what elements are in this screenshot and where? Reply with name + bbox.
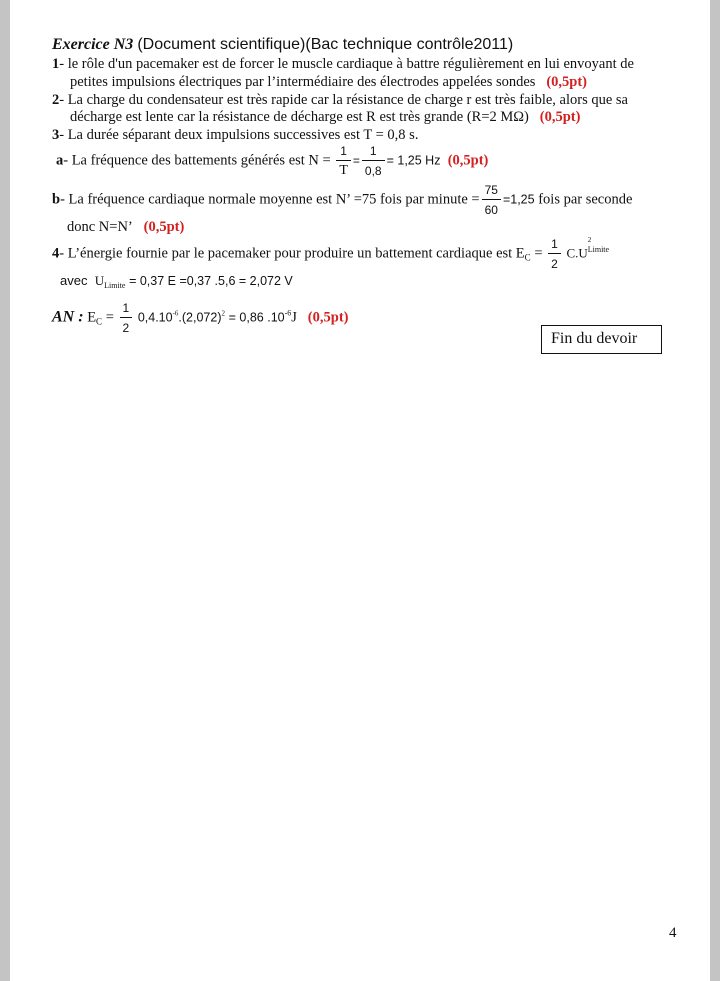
item3a-points: (0,5pt) <box>447 152 489 169</box>
exercise-heading <box>52 36 513 54</box>
frac-num: 1 <box>362 144 385 161</box>
fraction-1-over-2 <box>120 301 133 335</box>
frac-num: 1 <box>336 144 351 161</box>
energy-unit: J <box>291 309 297 326</box>
frac-den: 60 <box>484 203 498 217</box>
item3b-label: b <box>52 191 61 208</box>
item4-text: - L’énergie fournie par le pacemaker pour produire un battement cardiaque est E <box>59 245 525 262</box>
u-limit-expression: = 0,37 E =0,37 .5,6 = 2,072 V <box>129 274 293 288</box>
avec-label: avec <box>60 273 88 288</box>
frac-den: T <box>339 163 348 178</box>
exercise-subtitle: (Document scientifique)(Bac technique contrôle2011) <box>137 36 514 53</box>
equals-sign: = <box>534 245 543 262</box>
item1-line2 <box>70 73 587 91</box>
item3-line <box>52 126 418 144</box>
item3-number: 3 <box>52 127 60 143</box>
fraction-1-over-0-8 <box>362 144 385 178</box>
item1-text1: - le rôle d'un pacemaker est de forcer le muscle cardiaque à battre régulièrement en lui envoyant de <box>59 56 634 72</box>
item2-number: 2 <box>52 92 60 108</box>
exponent-2: 2 <box>221 309 226 318</box>
item3a-line <box>56 144 488 178</box>
frac-num: 1 <box>120 301 133 318</box>
equals-sign: = <box>352 153 360 168</box>
u-symbol: U <box>94 273 105 288</box>
avec-line <box>60 272 293 295</box>
item1-text2: petites impulsions électriques par l’intermédiaire des électrodes appelées sondes <box>70 74 536 90</box>
cu-term: C.U <box>566 245 588 261</box>
fraction-1-over-T <box>336 144 351 178</box>
item2-text2: décharge est lente car la résistance de décharge est R est très grande (R=2 MΩ) <box>70 109 529 125</box>
superscript-2: 2 <box>587 236 592 244</box>
item3b-conclusion: donc N=N’ <box>67 219 133 235</box>
item2-text1: - La charge du condensateur est très rapide car la résistance de charge r est très faible, alors que sa <box>59 92 628 108</box>
frac-num: 1 <box>548 237 561 254</box>
frac-den: 0,8 <box>364 164 382 178</box>
item1-line1 <box>52 55 634 73</box>
exercise-title: Exercice N3 <box>52 36 134 53</box>
item3b-line1 <box>52 183 632 217</box>
item3a-label: a <box>56 152 64 169</box>
document-page <box>10 0 710 981</box>
frequency-result: = 1,25 Hz <box>386 153 441 168</box>
item2-line2 <box>70 108 580 126</box>
item3b-points: (0,5pt) <box>143 219 185 235</box>
ec-symbol: E <box>87 309 97 326</box>
an-points: (0,5pt) <box>307 309 349 326</box>
end-box-text: Fin du devoir <box>551 330 638 347</box>
energy-result: = 0,86 .10 <box>228 310 285 325</box>
page-number: 4 <box>669 925 677 941</box>
voltage-squared: .(2,072) <box>178 310 222 325</box>
end-box <box>541 325 662 354</box>
item3a-text: - La fréquence des battements générés est N = <box>63 152 331 169</box>
an-label: AN : <box>52 308 84 326</box>
item3b-text: - La fréquence cardiaque normale moyenne est N’ =75 fois par minute = <box>60 191 480 208</box>
item3b-line2 <box>67 218 184 236</box>
item2-points: (0,5pt) <box>539 109 581 125</box>
subscript-c: C <box>524 252 531 263</box>
subscript-limite: Limite <box>587 245 610 254</box>
subscript-c: C <box>96 316 103 327</box>
item1-number: 1 <box>52 56 60 72</box>
capacitance-value: 0,4.10 <box>137 310 173 325</box>
fraction-1-over-2 <box>548 237 561 271</box>
frac-den: 2 <box>551 257 558 271</box>
subscript-limite: Limite <box>104 281 126 290</box>
u-limit-indices <box>588 237 610 255</box>
freq-per-second: =1,25 <box>502 192 535 207</box>
equals-sign: = <box>105 309 114 326</box>
item1-points: (0,5pt) <box>546 74 588 90</box>
frac-den: 2 <box>122 321 130 335</box>
item4-number: 4 <box>52 245 60 262</box>
item3b-tail: fois par seconde <box>538 191 633 208</box>
item2-line1 <box>52 91 628 109</box>
exponent-1: -6 <box>172 309 179 318</box>
fraction-75-over-60 <box>482 183 501 217</box>
an-line <box>52 301 348 335</box>
item4-line <box>52 237 610 271</box>
item3-text: - La durée séparant deux impulsions successives est T = 0,8 s. <box>59 127 419 143</box>
frac-num: 75 <box>482 183 501 200</box>
exponent-3: -6 <box>284 308 292 318</box>
